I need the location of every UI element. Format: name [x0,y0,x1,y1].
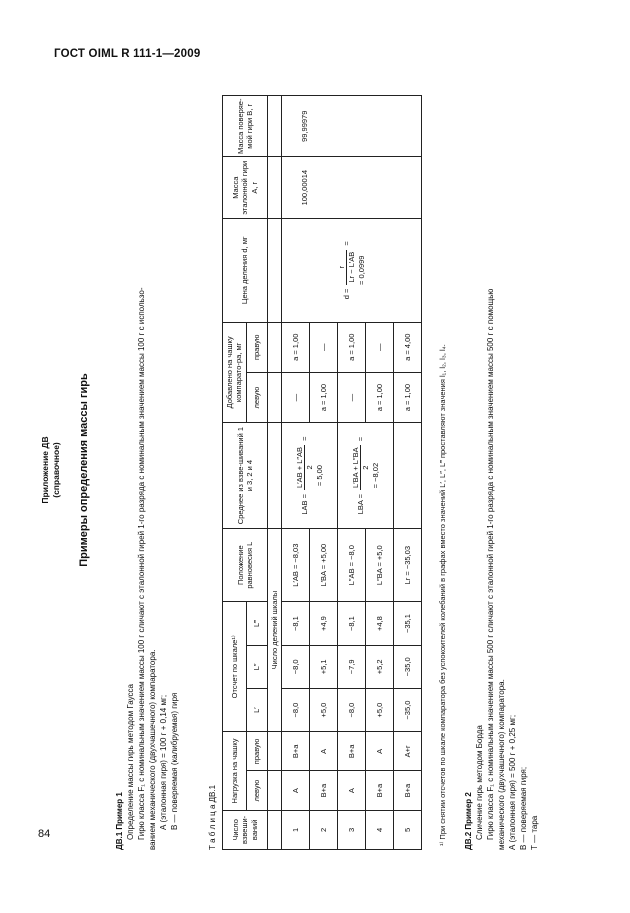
cell-n: 3 [338,810,366,849]
cell-addL: a = 1,00 [366,372,394,422]
mean1-eq: = [299,436,309,441]
cell-right: В+a [282,732,310,771]
mean2-eq: = [355,436,365,442]
cell-l1: −8,0 [338,688,366,731]
cell-n: 5 [394,810,422,849]
mean2-den: 2 [361,465,371,470]
col-n: Число взвеши-ваний [223,810,268,849]
cell-l3: −8,1 [338,602,366,645]
ex1-line3: ванием механического (двухчашечного) компаратора. [148,649,157,850]
cell-right: А [366,732,394,771]
ex2-line4: А (эталонная гиря) = 500 г + 0,25 мг; [508,714,517,850]
mean1-fraction [295,445,315,490]
col-massB: Масса поверяе-мой гири В, г [223,96,268,157]
cell-l1: −8,0 [282,688,310,731]
col-added: Добавлено на чашку компарато-ра, мг [223,322,247,423]
mean1-den: 2 [305,465,315,470]
cell-left: В+a [310,771,338,810]
d-lhs: d = [341,288,351,300]
d-eq: = [341,241,351,246]
cell-addL: — [338,372,366,422]
units-row: Число делений шкалы [267,528,281,731]
cell-addR: — [366,322,394,372]
cell-l3: −8,1 [282,602,310,645]
mean2-lhs: LBA = [355,494,365,515]
cell-l1: +5,0 [310,688,338,731]
col-l1: L′ [246,688,267,731]
cell-addL: a = 1,00 [310,372,338,422]
col-load-left: левую [246,771,267,810]
col-l3: L‴ [246,602,267,645]
ex1-line4: А (эталонная гиря) = 100 г + 0,14 мг; [159,694,168,830]
data-table [222,95,422,850]
cell-mean1 [282,423,338,529]
cell-pos: L″BA = +5,0 [366,528,394,601]
d-result: = 0,0999 [356,255,366,285]
appendix-kind: (справочное) [51,442,61,498]
cell-addR: a = 1,00 [282,322,310,372]
ex1-line1: Определение массы гирь методом Гаусса [126,684,135,840]
cell-addL: — [282,372,310,422]
mean1-result: = 5,00 [314,465,324,487]
ex2-line5: В — поверяемая гиря; [519,766,528,850]
appendix-title: Примеры определения массы гирь [78,373,90,567]
d-den: Lr − L′AB [347,251,357,283]
cell-left: А [338,771,366,810]
cell-left: В+a [394,771,422,810]
cell-pos: Lr = −35,03 [394,528,422,601]
d-num: r [337,250,347,285]
d-fraction [337,250,357,285]
cell-left: А [282,771,310,810]
cell-addL: a = 1,00 [394,372,422,422]
ex2-heading: ДВ.2 Пример 2 [464,792,473,850]
table-caption: Т а б л и ц а ДВ.1 [208,784,217,850]
cell-n: 2 [310,810,338,849]
ex2-line6: Т — тара [530,815,539,850]
cell-right: А+r [394,732,422,771]
cell-l3: +4,8 [366,602,394,645]
cell-l2: −7,9 [338,645,366,688]
col-l2: L″ [246,645,267,688]
page-number: 84 [38,828,51,840]
mean1-lhs: LAB = [299,494,309,515]
cell-l3: +4,9 [310,602,338,645]
cell-n: 4 [366,810,394,849]
mean1-num: L′AB + L″AB [295,446,305,488]
table-row [282,96,310,850]
cell-l1: +5,0 [366,688,394,731]
ex2-line3: механического (двухчашечного) компаратора. [497,679,506,850]
page-header: ГОСТ OIML R 111-1—2009 [54,48,201,60]
col-mean: Среднее из взве-шиваний 1 и 3, 2 и 4 [223,423,268,529]
ex2-line2: Гирю класса F₁ с номинальным значением массы 500 г сличают с эталонной гирей 1-го разряда с номинальным значением массы 500 г с помощью [486,288,495,840]
appendix-label: Приложение ДВ [40,436,50,504]
col-added-right: правую [246,322,267,372]
rotated-content [40,90,570,850]
cell-left: В+a [366,771,394,810]
ex1-heading: ДВ.1 Пример 1 [115,792,124,850]
cell-l3: −35,1 [394,602,422,645]
cell-massB: 99,99979 [282,96,422,157]
cell-l2: +5,2 [366,645,394,688]
cell-l1: −35,0 [394,688,422,731]
cell-pos: L′AB = −8,03 [282,528,310,601]
cell-addR: a = 4,00 [394,322,422,372]
cell-l2: −35,0 [394,645,422,688]
cell-l2: +5,1 [310,645,338,688]
ex1-line2: Гирю класса F₁ с номинальным значением массы 100 г сличают с эталонной гирей 1-го разряда с номинальным значением массы 100 г с использо- [137,287,146,840]
ex2-line1: Сличение гирь методом Борда [475,725,484,840]
cell-massA: 100,00014 [282,157,422,218]
cell-d [282,218,422,322]
mean2-fraction [351,445,371,490]
col-load-right: правую [246,732,267,771]
cell-right: А [310,732,338,771]
cell-l2: −8,0 [282,645,310,688]
mean2-num: L′BA + L″BA [351,447,361,488]
col-d: Цена деления d, мг [223,218,268,322]
col-load: Нагрузка на чашку [223,732,247,811]
table-footnote: ¹⁾ При снятии отсчетов по шкале компаратора без успокоителей колебаний в графах вместо значений L′, L″, L‴ проставляют значения l₁, l₂, l₃, l₄. [438,344,447,846]
cell-pos: L′BA = +5,00 [310,528,338,601]
col-added-left: левую [246,372,267,422]
ex1-line5: В — поверяемая (калибруемая) гиря [170,692,179,830]
cell-addR: a = 1,00 [338,322,366,372]
cell-n: 1 [282,810,310,849]
col-reading: Отсчет по шкале¹⁾ [223,602,247,732]
col-massA: Масса эталонной гири А, г [223,157,268,218]
mean2-result: = −8,02 [370,462,380,489]
cell-addR: — [310,322,338,372]
col-position: Положение равновесия L [223,528,268,601]
cell-mean2 [338,423,394,529]
cell-right: В+a [338,732,366,771]
cell-pos: L″AB = −8,0 [338,528,366,601]
